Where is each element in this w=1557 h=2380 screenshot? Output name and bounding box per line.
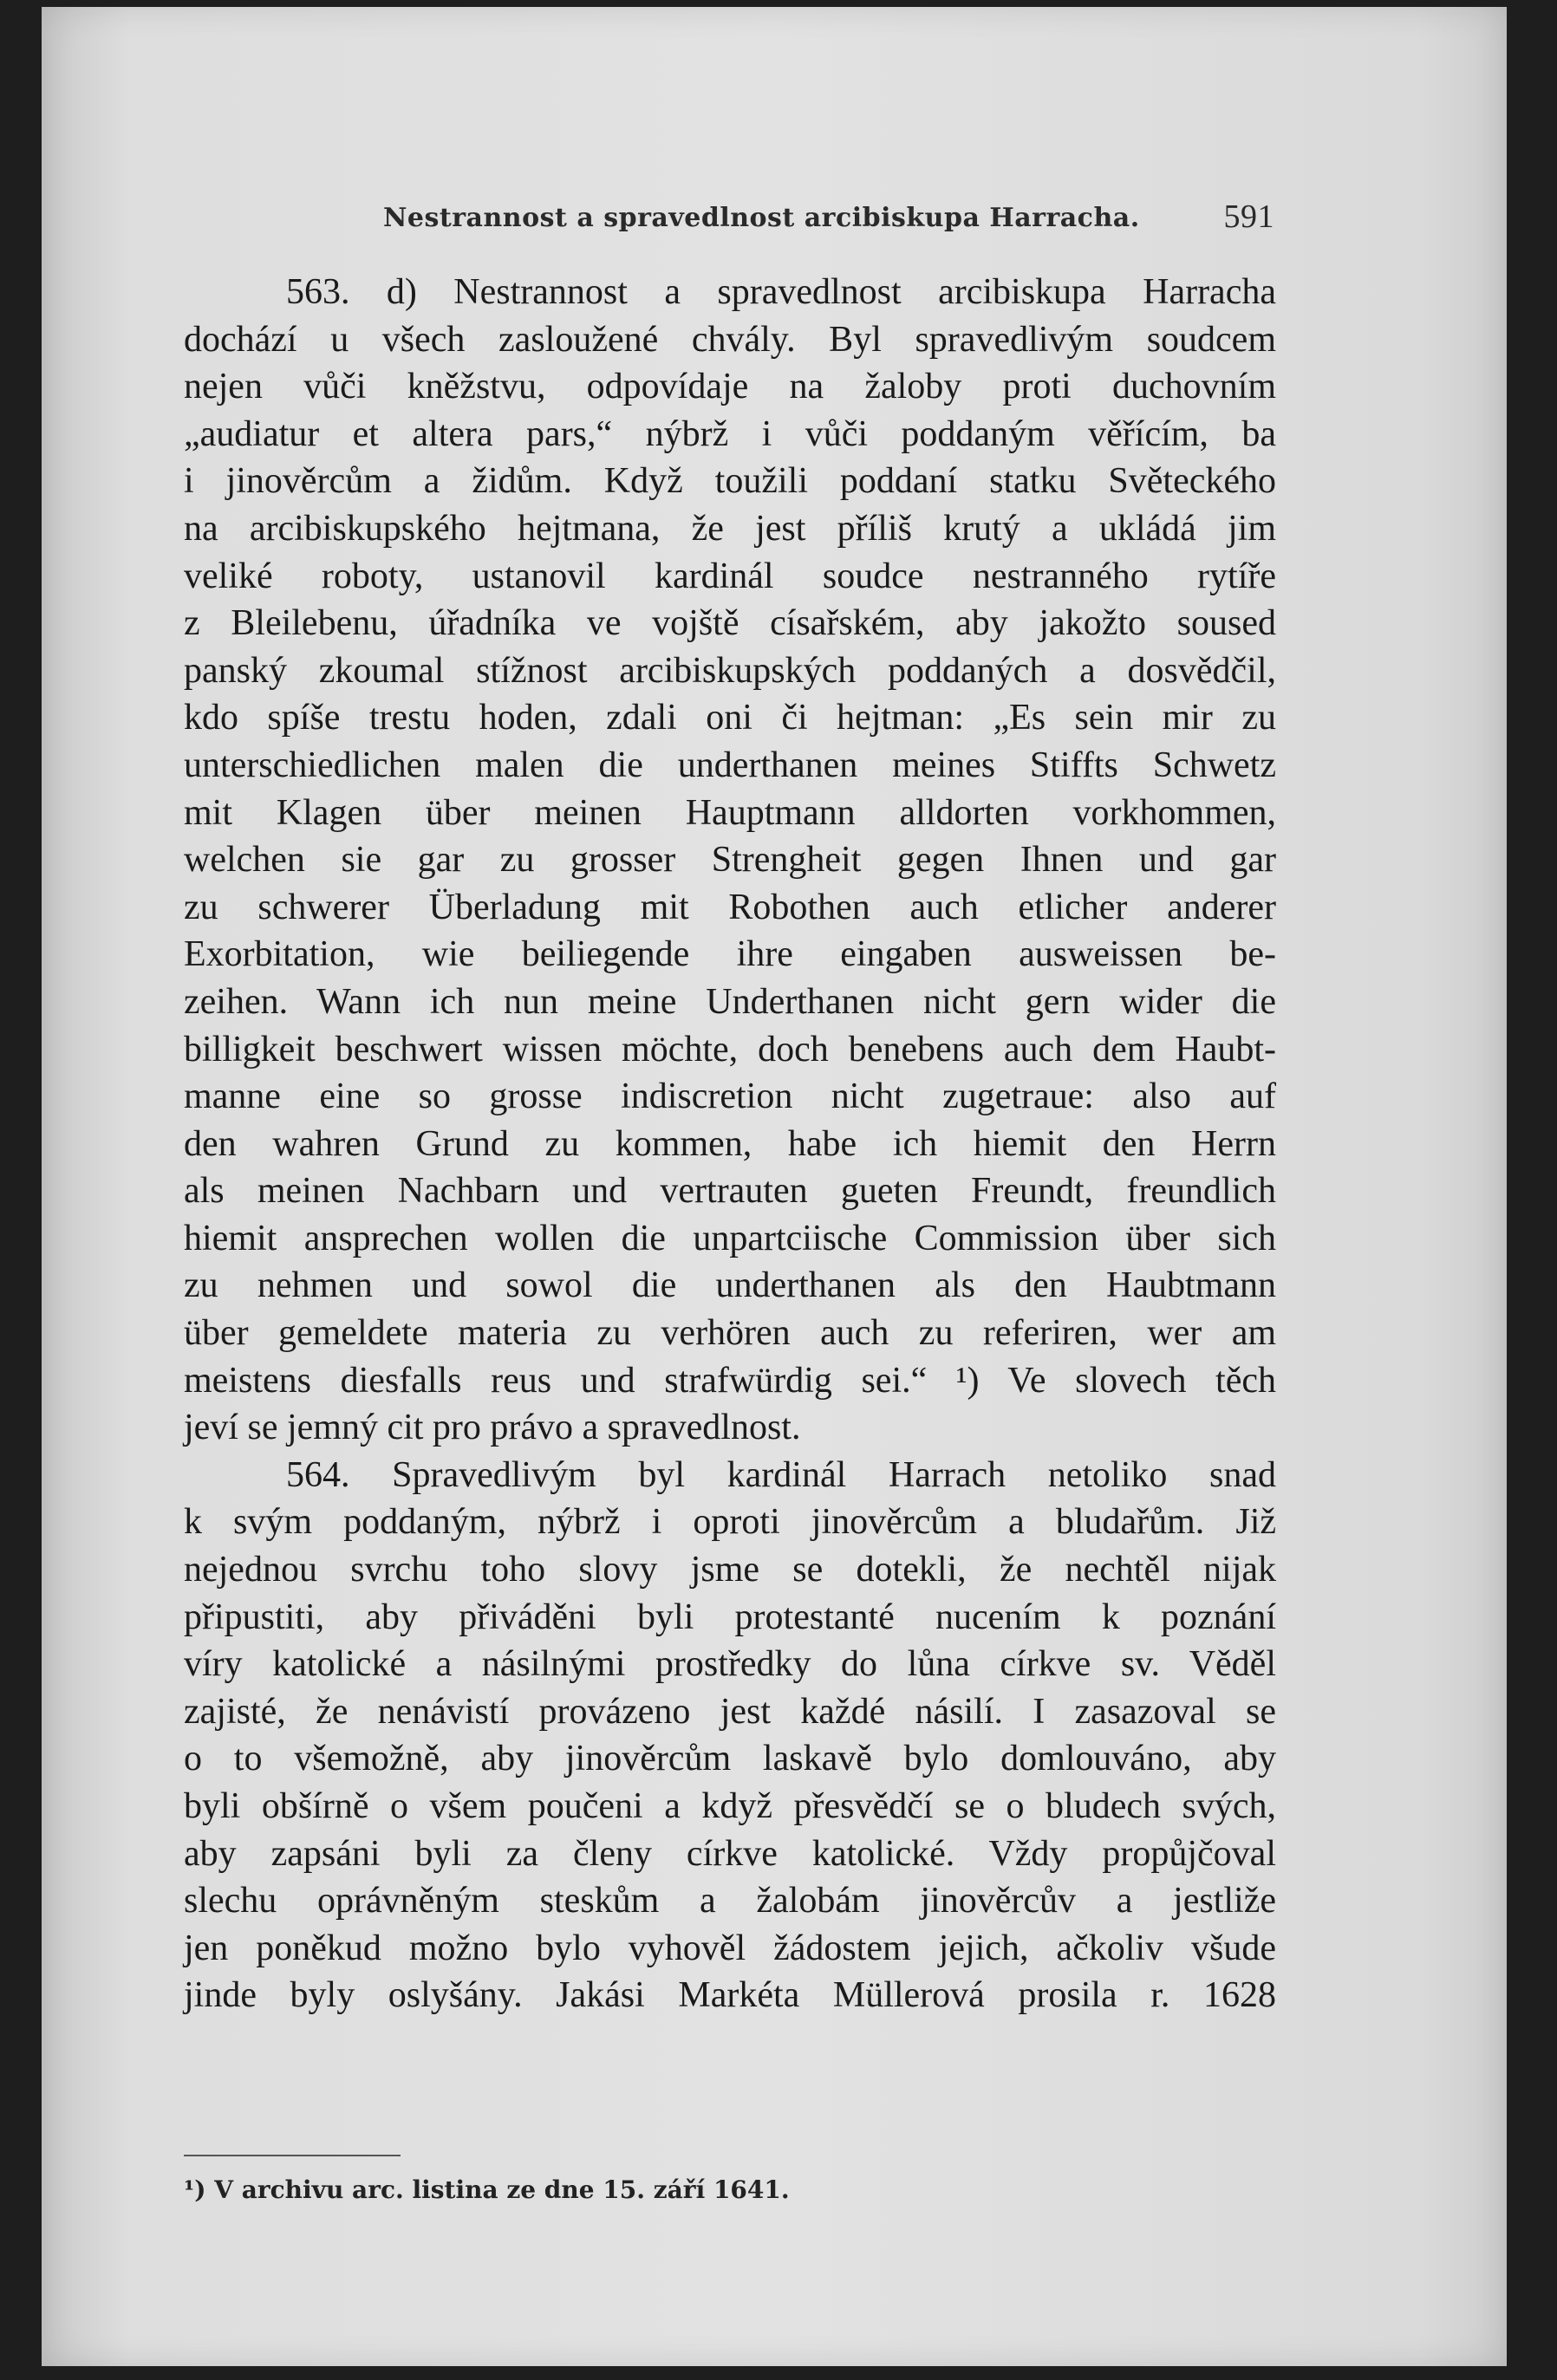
text-line: jinde byly oslyšány. Jakási Markéta Müllerová prosila r. 1628 bbox=[184, 1975, 1276, 2016]
text-line: billigkeit beschwert wissen möchte, doch benebens auch dem Haubt- bbox=[184, 1029, 1276, 1070]
text-line: jen poněkud možno bylo vyhověl žádostem jejich, ačkoliv všude bbox=[184, 1928, 1276, 1968]
text-line: unterschiedlichen malen die underthanen meines Stiffts Schwetz bbox=[184, 745, 1276, 785]
text-line: dochází u všech zasloužené chvály. Byl spravedlivým soudcem bbox=[184, 319, 1276, 360]
text-line: o to všemožně, aby jinověrcům laskavě bylo domlouváno, aby bbox=[184, 1739, 1276, 1779]
running-head bbox=[383, 198, 1274, 241]
footnote-text: V archivu arc. listina ze dne 15. září 1641. bbox=[214, 2175, 790, 2204]
text-line: zajisté, že nenávistí provázeno jest každé násilí. I zasazoval se bbox=[184, 1691, 1276, 1732]
text-line: na arcibiskupského hejtmana, že jest příliš krutý a ukládá jim bbox=[184, 508, 1276, 549]
running-head-title: Nestrannost a spravedlnost arcibiskupa Harracha. bbox=[383, 203, 1140, 233]
text-line: zu nehmen und sowol die underthanen als den Haubtmann bbox=[184, 1265, 1276, 1306]
text-line: als meinen Nachbarn und vertrauten gueten Freundt, freundlich bbox=[184, 1171, 1276, 1212]
text-line: nejednou svrchu toho slovy jsme se dotekli, že nechtěl nijak bbox=[184, 1550, 1276, 1590]
text-line: zu schwerer Überladung mit Robothen auch etlicher anderer bbox=[184, 887, 1276, 927]
text-line: připustiti, aby přiváděni byli protestanté nucením k poznání bbox=[184, 1596, 1276, 1637]
footnote bbox=[184, 2175, 790, 2204]
text-line: „audiatur et altera pars,“ nýbrž i vůči poddaným věřícím, ba bbox=[184, 413, 1276, 454]
text-line: aby zapsáni byli za členy církve katolické. Vždy propůjčoval bbox=[184, 1833, 1276, 1874]
text-line: meistens diesfalls reus und strafwürdig sei.“ ¹) Ve slovech těch bbox=[184, 1360, 1276, 1401]
text-line: byli obšírně o všem poučeni a když přesvědčí se o bludech svých, bbox=[184, 1786, 1276, 1826]
footnote-rule bbox=[184, 2155, 401, 2156]
text-line: víry katolické a násilnými prostředky do lůna církve sv. Věděl bbox=[184, 1644, 1276, 1685]
text-line: k svým poddaným, nýbrž i oproti jinověrcům a bludařům. Již bbox=[184, 1502, 1276, 1543]
page-number: 591 bbox=[1223, 198, 1274, 235]
text-line: panský zkoumal stížnost arcibiskupských poddaných a dosvědčil, bbox=[184, 650, 1276, 691]
text-line: Exorbitation, wie beiliegende ihre eingaben ausweissen be- bbox=[184, 934, 1276, 975]
text-line: mit Klagen über meinen Hauptmann alldorten vorkhommen, bbox=[184, 792, 1276, 833]
text-line: hiemit ansprechen wollen die unpartciische Commission über sich bbox=[184, 1218, 1276, 1258]
text-line: jeví se jemný cit pro právo a spravedlnost. bbox=[184, 1408, 801, 1448]
text-line: 564. Spravedlivým byl kardinál Harrach netoliko snad bbox=[286, 1454, 1276, 1495]
text-line: zeihen. Wann ich nun meine Underthanen nicht gern wider die bbox=[184, 981, 1276, 1022]
text-line: manne eine so grosse indiscretion nicht zugetraue: also auf bbox=[184, 1076, 1276, 1117]
body-text bbox=[184, 269, 1276, 2019]
footnote-marker: ¹) bbox=[184, 2175, 206, 2204]
text-line: den wahren Grund zu kommen, habe ich hiemit den Herrn bbox=[184, 1123, 1276, 1164]
text-line: z Bleilebenu, úřadníka ve vojště císařském, aby jakožto soused bbox=[184, 603, 1276, 644]
text-line: welchen sie gar zu grosser Strengheit gegen Ihnen und gar bbox=[184, 840, 1276, 881]
text-line: über gemeldete materia zu verhören auch zu referiren, wer am bbox=[184, 1313, 1276, 1354]
text-line: nejen vůči kněžstvu, odpovídaje na žaloby proti duchovním bbox=[184, 367, 1276, 407]
text-line: kdo spíše trestu hoden, zdali oni či hejtman: „Es sein mir zu bbox=[184, 698, 1276, 738]
text-line: veliké roboty, ustanovil kardinál soudce nestranného rytíře bbox=[184, 556, 1276, 596]
text-line: slechu oprávněným steskům a žalobám jinověrcův a jestliže bbox=[184, 1881, 1276, 1922]
text-line: 563. d) Nestrannost a spravedlnost arcibiskupa Harracha bbox=[286, 272, 1276, 312]
text-line: i jinověrcům a židům. Když toužili poddaní statku Světeckého bbox=[184, 461, 1276, 502]
